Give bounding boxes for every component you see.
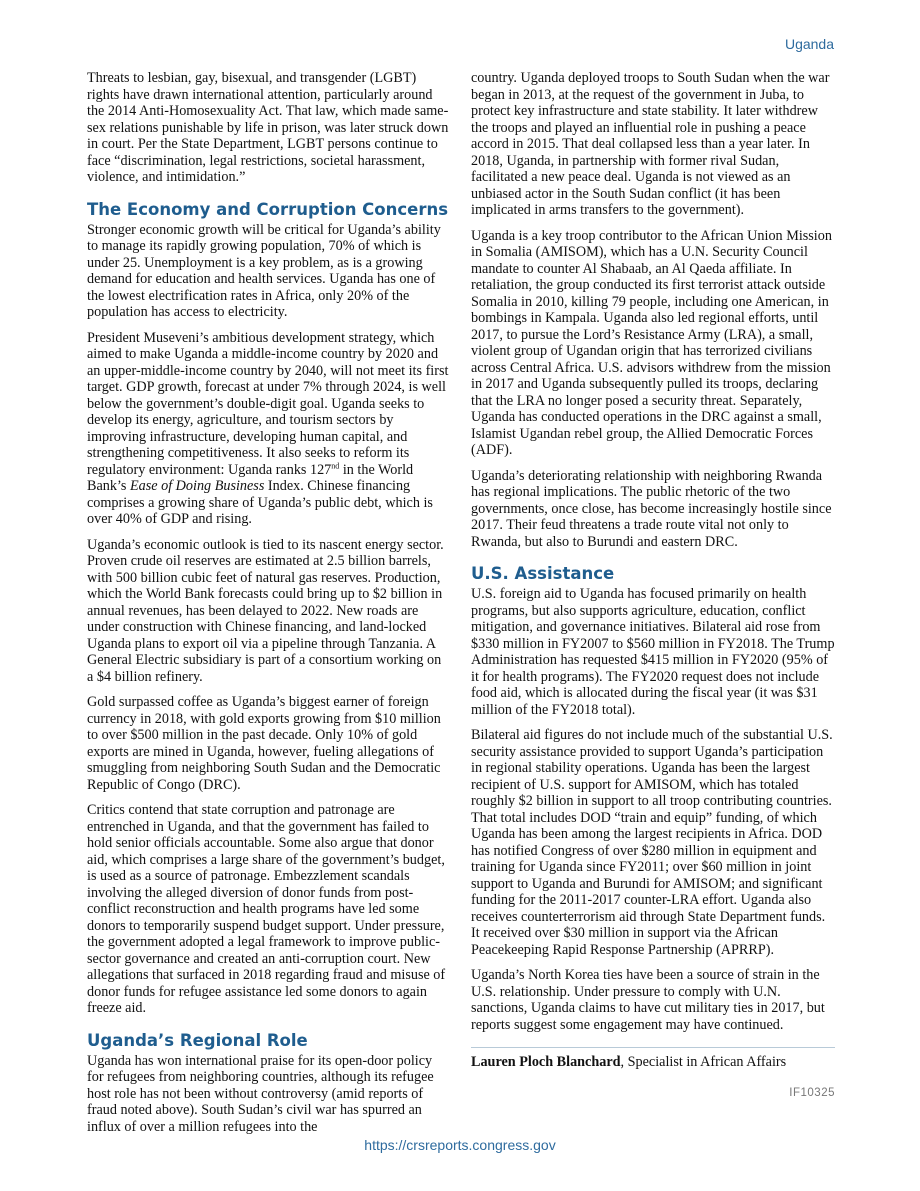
right-column — [471, 70, 835, 1101]
paragraph-economic-growth: Stronger economic growth will be critical for Uganda’s ability to manage its rapidly growing population, 70% of which is under 25. Unemployment is a key problem, as is a growing demand for education and health services. Uganda has one of the lowest electrification rates in Africa, only 20% of the population has access to electricity. — [87, 221, 441, 320]
document-code: IF10325 — [789, 1086, 835, 1099]
strategy-text-a: President Museveni’s ambitious development strategy, which aimed to make Uganda a middle-income country by 2020 and an upper-middle-income country by 2040, will not meet its first target. GDP growth, forecast at under 7% through 2024, is well below the government’s double-digit goal. Uganda seeks to develop its energy, agriculture, and tourism sectors by improving infrastructure, developing human capital, and strengthening competitiveness. It also seeks to reform its regulatory environment: Uganda ranks 127 — [87, 329, 449, 478]
paragraph-foreign-aid: U.S. foreign aid to Uganda has focused primarily on health programs, but also supports agriculture, education, conflict mitigation, and governance initiatives. Bilateral aid rose from $330 million in FY2007 to $560 million in FY2018. The Trump Administration has requested $415 million in FY2020 (95% of it for health programs). The FY2020 request does not include food aid, which is allocated during the fiscal year (it was $31 million of the FY2018 total). — [471, 586, 835, 718]
heading-regional-role: Uganda’s Regional Role — [87, 1030, 308, 1050]
paragraph-south-sudan: country. Uganda deployed troops to South Sudan when the war began in 2013, at the request of the government in Juba, to protect key infrastructure and state stability. It later withdrew the troops and played an influential role in pushing a peace accord in 2015. That deal collapsed less than a year later. In 2018, Uganda, in partnership with former rival Sudan, facilitated a new peace deal. Uganda is not viewed as an unbiased actor in the South Sudan conflict (it has been implicated in arms transfers to the government). — [471, 70, 830, 218]
paragraph-amisom: Uganda is a key troop contributor to the African Union Mission in Somalia (AMISOM), which has a U.N. Security Council mandate to counter Al Shabaab, an Al Qaeda affiliate. In retaliation, the group conducted its first terrorist attack outside Somalia in 2010, killing 79 people, including one American, in bombings in Kampala. Uganda also led regional efforts, until 2017, to pursue the Lord’s Resistance Army (LRA), a small, violent group of Ugandan origin that has terrorized civilians across Central Africa. U.S. advisors withdrew from the mission in 2017 and Uganda subsequently pulled its troops, declaring that the LRA no longer posed a security threat. Separately, Uganda has conducted operations in the DRC against a small, Islamist Ugandan rebel group, the Allied Democratic Forces (ADF). — [471, 227, 832, 458]
paragraph-refugees: Uganda has won international praise for its open-door policy for refugees from neighboring countries, although its refugee host role has not been without controversy (amid reports of fraud noted above). South Sudan’s civil war has spurred an influx of over a million refugees into the — [87, 1052, 434, 1135]
paragraph-energy-sector: Uganda’s economic outlook is tied to its nascent energy sector. Proven crude oil reserves are estimated at 2.5 billion barrels, with 500 billion cubic feet of natural gas reserves. Production, which the World Bank forecasts could bring up to $2 billion in annual revenues, has been delayed to 2022. New roads are under construction with Chinese financing, and land-locked Uganda plans to export oil via a pipeline through Tanzania. A General Electric subsidiary is part of a consortium working on a $4 billion refinery. — [87, 536, 444, 685]
left-column — [87, 70, 451, 1144]
footer-url-link[interactable]: https://crsreports.congress.gov — [364, 1137, 556, 1153]
author-name: Lauren Ploch Blanchard — [471, 1054, 621, 1070]
ordinal-suffix: nd — [331, 460, 340, 470]
strategy-text-c: Index. Chinese financing comprises a growing share of Uganda’s public debt, which is over 40% of GDP and rising. — [87, 478, 433, 527]
page-header-country: Uganda — [784, 36, 834, 52]
paragraph-north-korea: Uganda’s North Korea ties have been a source of strain in the U.S. relationship. Under pressure to comply with U.N. sanctions, Uganda claims to have cut military ties in 2017, but reports suggest some engagement may have continued. — [471, 967, 825, 1033]
paragraph-rwanda: Uganda’s deteriorating relationship with neighboring Rwanda has regional implications. The public rhetoric of the two governments, once close, has become increasingly hostile since 2017. Their feud threatens a trade route vital not only to Rwanda, but also to Burundi and eastern DRC. — [471, 467, 832, 550]
author-block — [471, 1047, 835, 1071]
heading-economy-corruption: The Economy and Corruption Concerns — [87, 199, 449, 219]
paragraph-development-strategy — [87, 330, 451, 528]
strategy-text-b: in the World Bank’s — [87, 461, 414, 494]
paragraph-lgbt-rights: Threats to lesbian, gay, bisexual, and transgender (LGBT) rights have drawn international attention, particularly around the 2014 Anti-Homosexuality Act. That law, which made same-sex relations punishable by life in prison, was later struck down in court. Per the State Department, LGBT persons continue to face “discrimination, legal restrictions, societal harassment, violence, and intimidation.” — [87, 70, 449, 185]
index-title: Ease of Doing Business — [129, 478, 265, 494]
author-title: , Specialist in African Affairs — [620, 1054, 787, 1070]
paragraph-gold-exports: Gold surpassed coffee as Uganda’s biggest earner of foreign currency in 2018, with gold exports growing from $10 million to over $500 million in the past decade. Only 10% of gold exports are mined in Uganda, however, fueling allegations of smuggling from neighboring South Sudan and the Democratic Republic of Congo (DRC). — [87, 694, 441, 793]
paragraph-corruption: Critics contend that state corruption and patronage are entrenched in Uganda, and that the government has failed to hold senior officials accountable. Some also argue that donor aid, which comprises a large share of the government’s budget, is used as a source of patronage. Embezzlement scandals involving the alleged diversion of donor funds from post-conflict reconstruction and health programs have led some donors to temporarily suspend budget support. Under pressure, the government adopted a legal framework to improve public-sector governance and created an anti-corruption court. New allegations that surfaced in 2018 regarding fraud and misuse of donor funds for refugee assistance led some donors to again freeze aid. — [87, 802, 446, 1016]
heading-us-assistance: U.S. Assistance — [471, 564, 615, 583]
paragraph-security-assistance: Bilateral aid figures do not include much of the substantial U.S. security assistance provided to support Uganda’s participation in regional stability operations. Uganda has been the largest recipient of U.S. support for AMISOM, which has totaled roughly $2 billion in support to all troop contributing countries. That total includes DOD “train and equip” funding, of which Uganda has been among the largest recipients in Africa. DOD has notified Congress of over $280 million in equipment and training for Uganda since FY2011; over $60 million in joint support to Uganda and Burundi for AMISOM; and significant funding for the 2011-2017 counter-LRA effort. Uganda also receives counterterrorism aid through State Department funds. It received over $30 million in support via the African Peacekeeping Rapid Response Partnership (APRRP). — [471, 727, 833, 958]
